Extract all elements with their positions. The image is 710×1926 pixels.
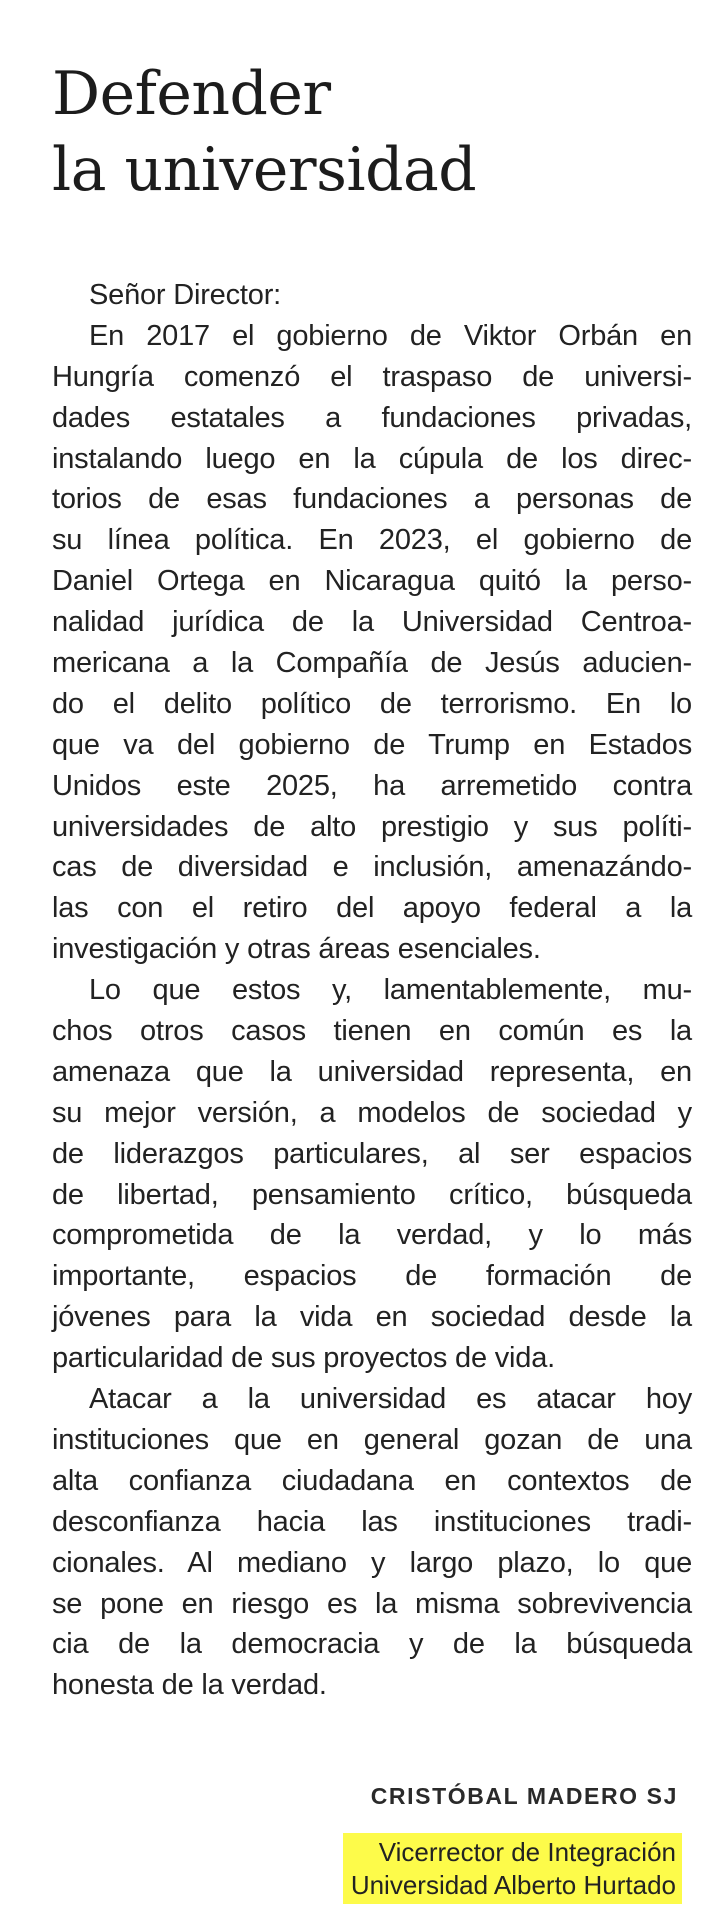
text-line: do el delito político de terrorismo. En lo [52,687,692,720]
text-line: alta confianza ciudadana en contextos de [52,1464,692,1497]
text-line: instituciones que en general gozan de una [52,1423,692,1456]
text-line: importante, espacios de formación de [52,1260,692,1293]
title-line-2: la universidad [52,135,477,205]
text-line: chos otros casos tienen en común es la [52,1015,692,1048]
text-line: su mejor versión, a modelos de sociedad y [52,1096,692,1129]
salutation: Señor Director: [89,279,282,311]
letter-title [52,56,476,208]
text-line: nalidad jurídica de la Universidad Centroa- [52,606,692,639]
text-line: las con el retiro del apoyo federal a la [52,892,692,925]
text-line: jóvenes para la vida en sociedad desde la [52,1301,692,1334]
text-line: comprometida de la verdad, y lo más [52,1219,692,1252]
text-line: cas de diversidad e inclusión, amenazándo- [52,851,692,884]
text-line: de libertad, pensamiento crítico, búsqueda [52,1178,692,1211]
text-line: su línea política. En 2023, el gobierno de [52,524,692,557]
text-line: Daniel Ortega en Nicaragua quitó la perso- [52,565,692,598]
text-line: se pone en riesgo es la misma sobrevivencia [52,1587,692,1620]
author-institution: Universidad Alberto Hurtado [350,1870,676,1900]
text-line: investigación y otras áreas esenciales. [52,933,541,966]
text-line: Atacar a la universidad es atacar hoy [89,1383,692,1416]
text-line: Hungría comenzó el traspaso de universi- [52,360,692,393]
text-line: desconfianza hacia las instituciones tradi- [52,1505,692,1538]
text-line: de liderazgos particulares, al ser espacios [52,1137,692,1170]
text-line: que va del gobierno de Trump en Estados [52,728,692,761]
text-line: dades estatales a fundaciones privadas, [52,401,692,434]
text-line: particularidad de sus proyectos de vida. [52,1342,556,1375]
author-name: CRISTÓBAL MADERO SJ [370,1783,678,1809]
text-line: En 2017 el gobierno de Viktor Orbán en [89,319,692,352]
text-line: Lo que estos y, lamentablemente, mu- [89,974,692,1007]
text-line: torios de esas fundaciones a personas de [52,483,692,516]
author-role: Vicerrector de Integración [378,1837,676,1867]
text-line: honesta de la verdad. [52,1669,327,1702]
text-line: instalando luego en la cúpula de los direc- [52,442,692,475]
text-line: cionales. Al mediano y largo plazo, lo que [52,1546,692,1579]
text-line: Unidos este 2025, ha arremetido contra [52,769,692,802]
letter-body [52,275,692,1706]
author-affiliation [343,1833,682,1904]
title-line-1: Defender [52,59,331,129]
text-line: mericana a la Compañía de Jesús aducien- [52,647,692,680]
text-line: universidades de alto prestigio y sus políti- [52,810,692,843]
text-line: amenaza que la universidad representa, en [52,1055,692,1088]
text-line: cia de la democracia y de la búsqueda [52,1628,692,1661]
